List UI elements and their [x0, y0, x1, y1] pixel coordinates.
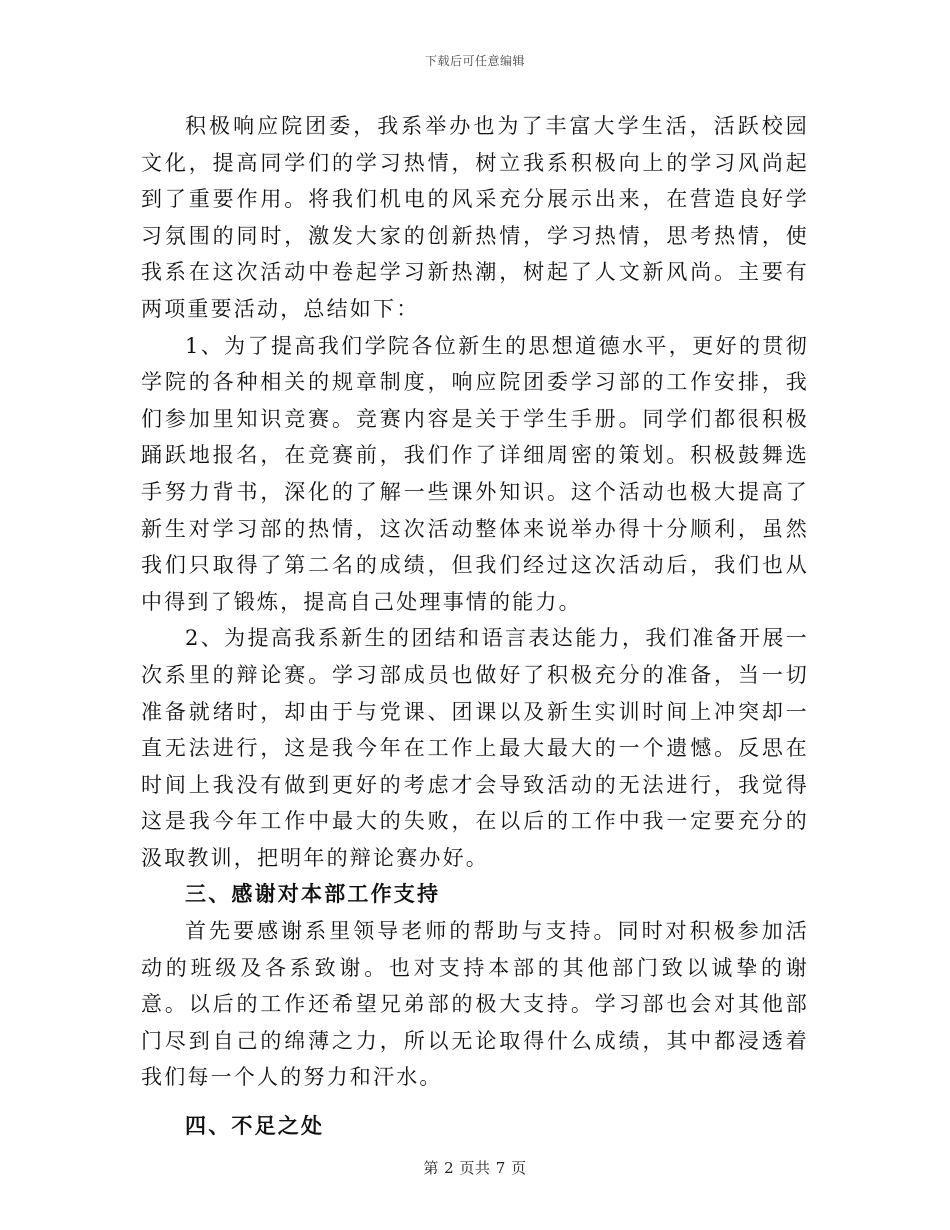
intro-paragraph: 积极响应院团委，我系举办也为了丰富大学生活，活跃校园文化，提高同学们的学习热情，树立我系积极向上的学习风尚起到了重要作用。将我们机电的风采充分展示出来，在营造良好学习氛围的同时，激发大家的创新热情，学习热情，思考热情，使我系在这次活动中卷起学习新热潮，树起了人文新风尚。主要有两项重要活动，总结如下： [141, 114, 809, 321]
section-4-heading: 四、不足之处 [185, 1113, 325, 1139]
activity-2-paragraph: 2、为提高我系新生的团结和语言表达能力，我们准备开展一次系里的辩论赛。学习部成员也做好了积极充分的准备，当一切准备就绪时，却由于与党课、团课以及新生实训时间上冲突却一直无法进行，这是我今年在工作上最大最大的一个遗憾。反思在时间上我没有做到更好的考虑才会导致活动的无法进行，我觉得这是我今年工作中最大的失败，在以后的工作中我一定要充分的汲取教训，把明年的辩论赛办好。 [141, 626, 809, 870]
page-number: 第 2 页共 7 页 [423, 1159, 527, 1177]
section-3-paragraph: 首先要感谢系里领导老师的帮助与支持。同时对积极参加活动的班级及各系致谢。也对支持本部的其他部门致以诚挚的谢意。以后的工作还希望兄弟部的极大支持。学习部也会对其他部门尽到自己的绵薄之力，所以无论取得什么成绩，其中都浸透着我们每一个人的努力和汗水。 [141, 919, 809, 1090]
section-3-heading: 三、感谢对本部工作支持 [185, 881, 441, 907]
page-header-note: 下载后可任意编辑 [424, 54, 525, 68]
activity-1-paragraph: 1、为了提高我们学院各位新生的思想道德水平，更好的贯彻学院的各种相关的规章制度，响应院团委学习部的工作安排，我们参加里知识竞赛。竞赛内容是关于学生手册。同学们都很积极踊跃地报名，在竞赛前，我们作了详细周密的策划。积极鼓舞选手努力背书，深化的了解一些课外知识。这个活动也极大提高了新生对学习部的热情，这次活动整体来说举办得十分顺利，虽然我们只取得了第二名的成绩，但我们经过这次活动后，我们也从中得到了锻炼，提高自己处理事情的能力。 [141, 333, 809, 614]
document-body [141, 108, 809, 1145]
